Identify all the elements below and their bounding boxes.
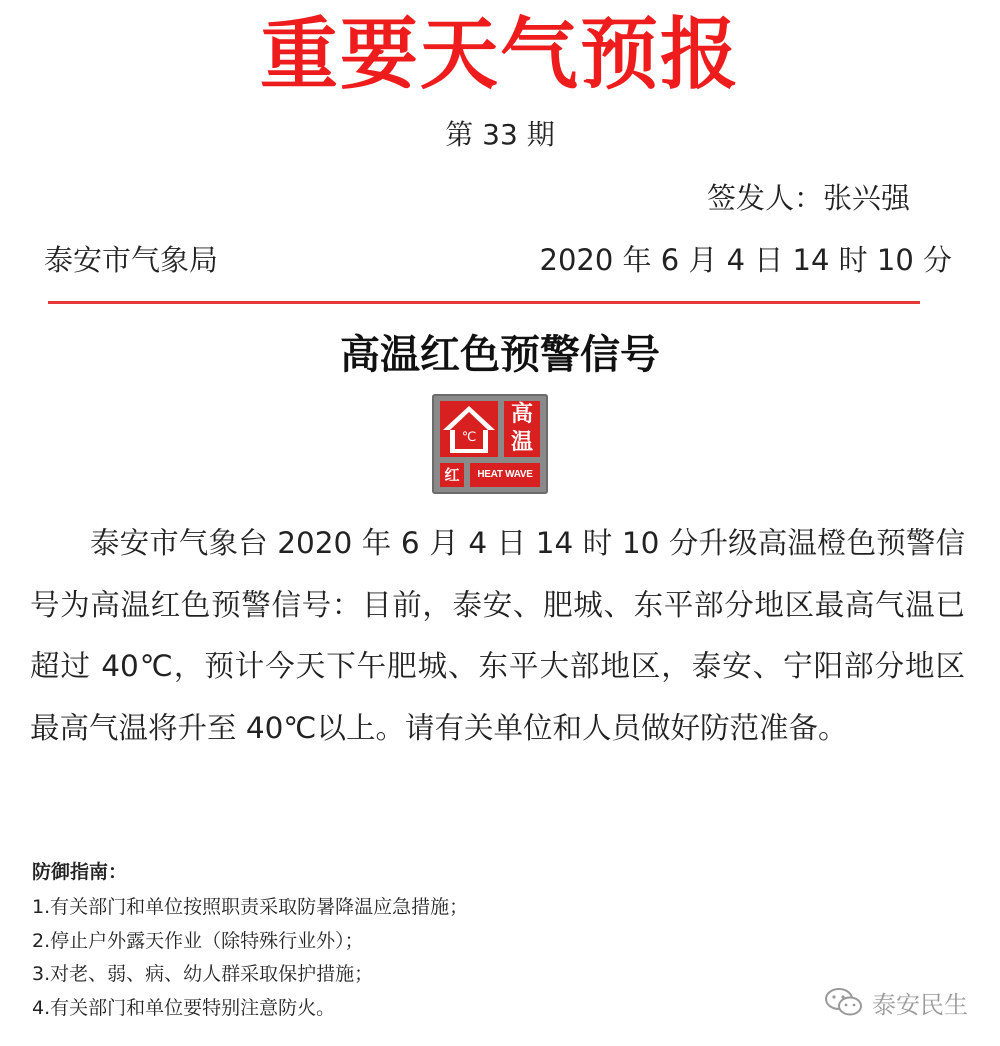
degree-celsius-label: ℃ — [461, 430, 477, 445]
issuing-bureau: 泰安市气象局 — [44, 243, 219, 277]
warning-type-english: HEAT WAVE — [470, 463, 540, 487]
issue-number: 第 33 期 — [445, 118, 555, 151]
issue-datetime: 2020 年 6 月 4 日 14 时 10 分 — [539, 243, 952, 277]
warning-type-box — [504, 401, 540, 457]
header-divider — [48, 301, 920, 304]
signer: 签发人：张兴强 — [706, 181, 910, 215]
warning-level-label: 红 — [440, 463, 464, 487]
warning-type-char-1: 高 — [510, 402, 533, 427]
list-item: 2.停止户外露天作业（除特殊行业外）； — [32, 929, 364, 952]
list-item: 4.有关部门和单位要特别注意防火。 — [32, 996, 336, 1019]
watermark-text: 泰安民生 — [872, 990, 968, 1019]
list-item: 1.有关部门和单位按照职责采取防暑降温应急措施； — [32, 896, 469, 918]
defense-guide-list — [32, 891, 468, 1025]
warning-type-char-2: 温 — [510, 430, 533, 455]
watermark — [824, 982, 968, 1022]
list-item: 3.对老、弱、病、幼人群采取保护措施； — [32, 963, 374, 985]
house-thermometer-icon — [440, 401, 498, 457]
heat-wave-warning-icon — [432, 394, 548, 494]
wechat-icon — [824, 987, 864, 1017]
defense-guide-heading: 防御指南： — [32, 861, 128, 883]
document-title: 重要天气预报 — [259, 10, 740, 100]
alert-body: 泰安市气象台 2020 年 6 月 4 日 14 时 10 分升级高温橙色预警信号为高温红色预警信号：目前，泰安、肥城、东平部分地区最高气温已超过 40℃，预计今天下午肥城、东平大部地区，泰安、宁阳部分地区最高气温将升至 40℃以上。请有关单位和人员做好防范准备。 — [30, 526, 965, 745]
alert-title: 高温红色预警信号 — [340, 332, 660, 378]
